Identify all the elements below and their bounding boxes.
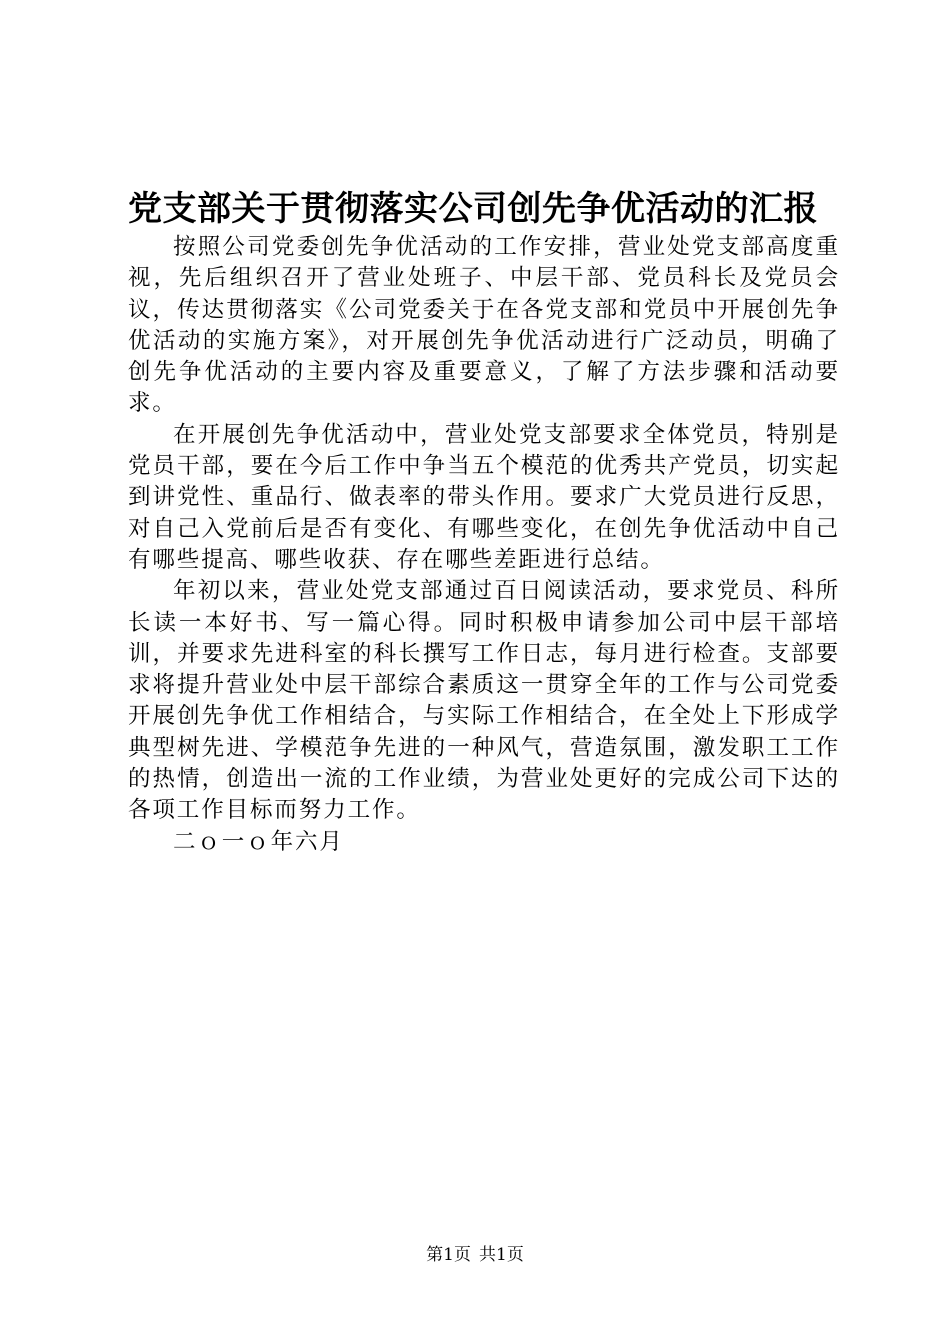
page-footer: [0, 1244, 950, 1266]
page-number: 第1页: [426, 1245, 471, 1265]
page-total: 共1页: [479, 1245, 524, 1265]
document-date: 二ｏ一ｏ年六月: [173, 828, 344, 855]
paragraph-1: 按照公司党委创先争优活动的工作安排，营业处党支部高度重视，先后组织召开了营业处班子、中层干部、党员科长及党员会议，传达贯彻落实《公司党委关于在各党支部和党员中开展创先争优活动的实施方案》，对开展创先争优活动进行广泛动员，明确了创先争优活动的主要内容及重要意义，了解了方法步骤和活动要求。: [128, 234, 840, 417]
paragraph-2: 在开展创先争优活动中，营业处党支部要求全体党员，特别是党员干部，要在今后工作中争当五个模范的优秀共产党员，切实起到讲党性、重品行、做表率的带头作用。要求广大党员进行反思，对自己入党前后是否有变化、有哪些变化，在创先争优活动中自己有哪些提高、哪些收获、存在哪些差距进行总结。: [128, 421, 840, 573]
document-body: [128, 232, 840, 858]
document-title: 党支部关于贯彻落实公司创先争优活动的汇报: [128, 189, 818, 229]
paragraph-3: 年初以来，营业处党支部通过百日阅读活动，要求党员、科所长读一本好书、写一篇心得。同时积极申请参加公司中层干部培训，并要求先进科室的科长撰写工作日志，每月进行检查。支部要求将提升营业处中层干部综合素质这一贯穿全年的工作与公司党委开展创先争优工作相结合，与实际工作相结合，在全处上下形成学典型树先进、学模范争先进的一种风气，营造氛围，激发职工工作的热情，创造出一流的工作业绩，为营业处更好的完成公司下达的各项工作目标而努力工作。: [128, 578, 840, 824]
